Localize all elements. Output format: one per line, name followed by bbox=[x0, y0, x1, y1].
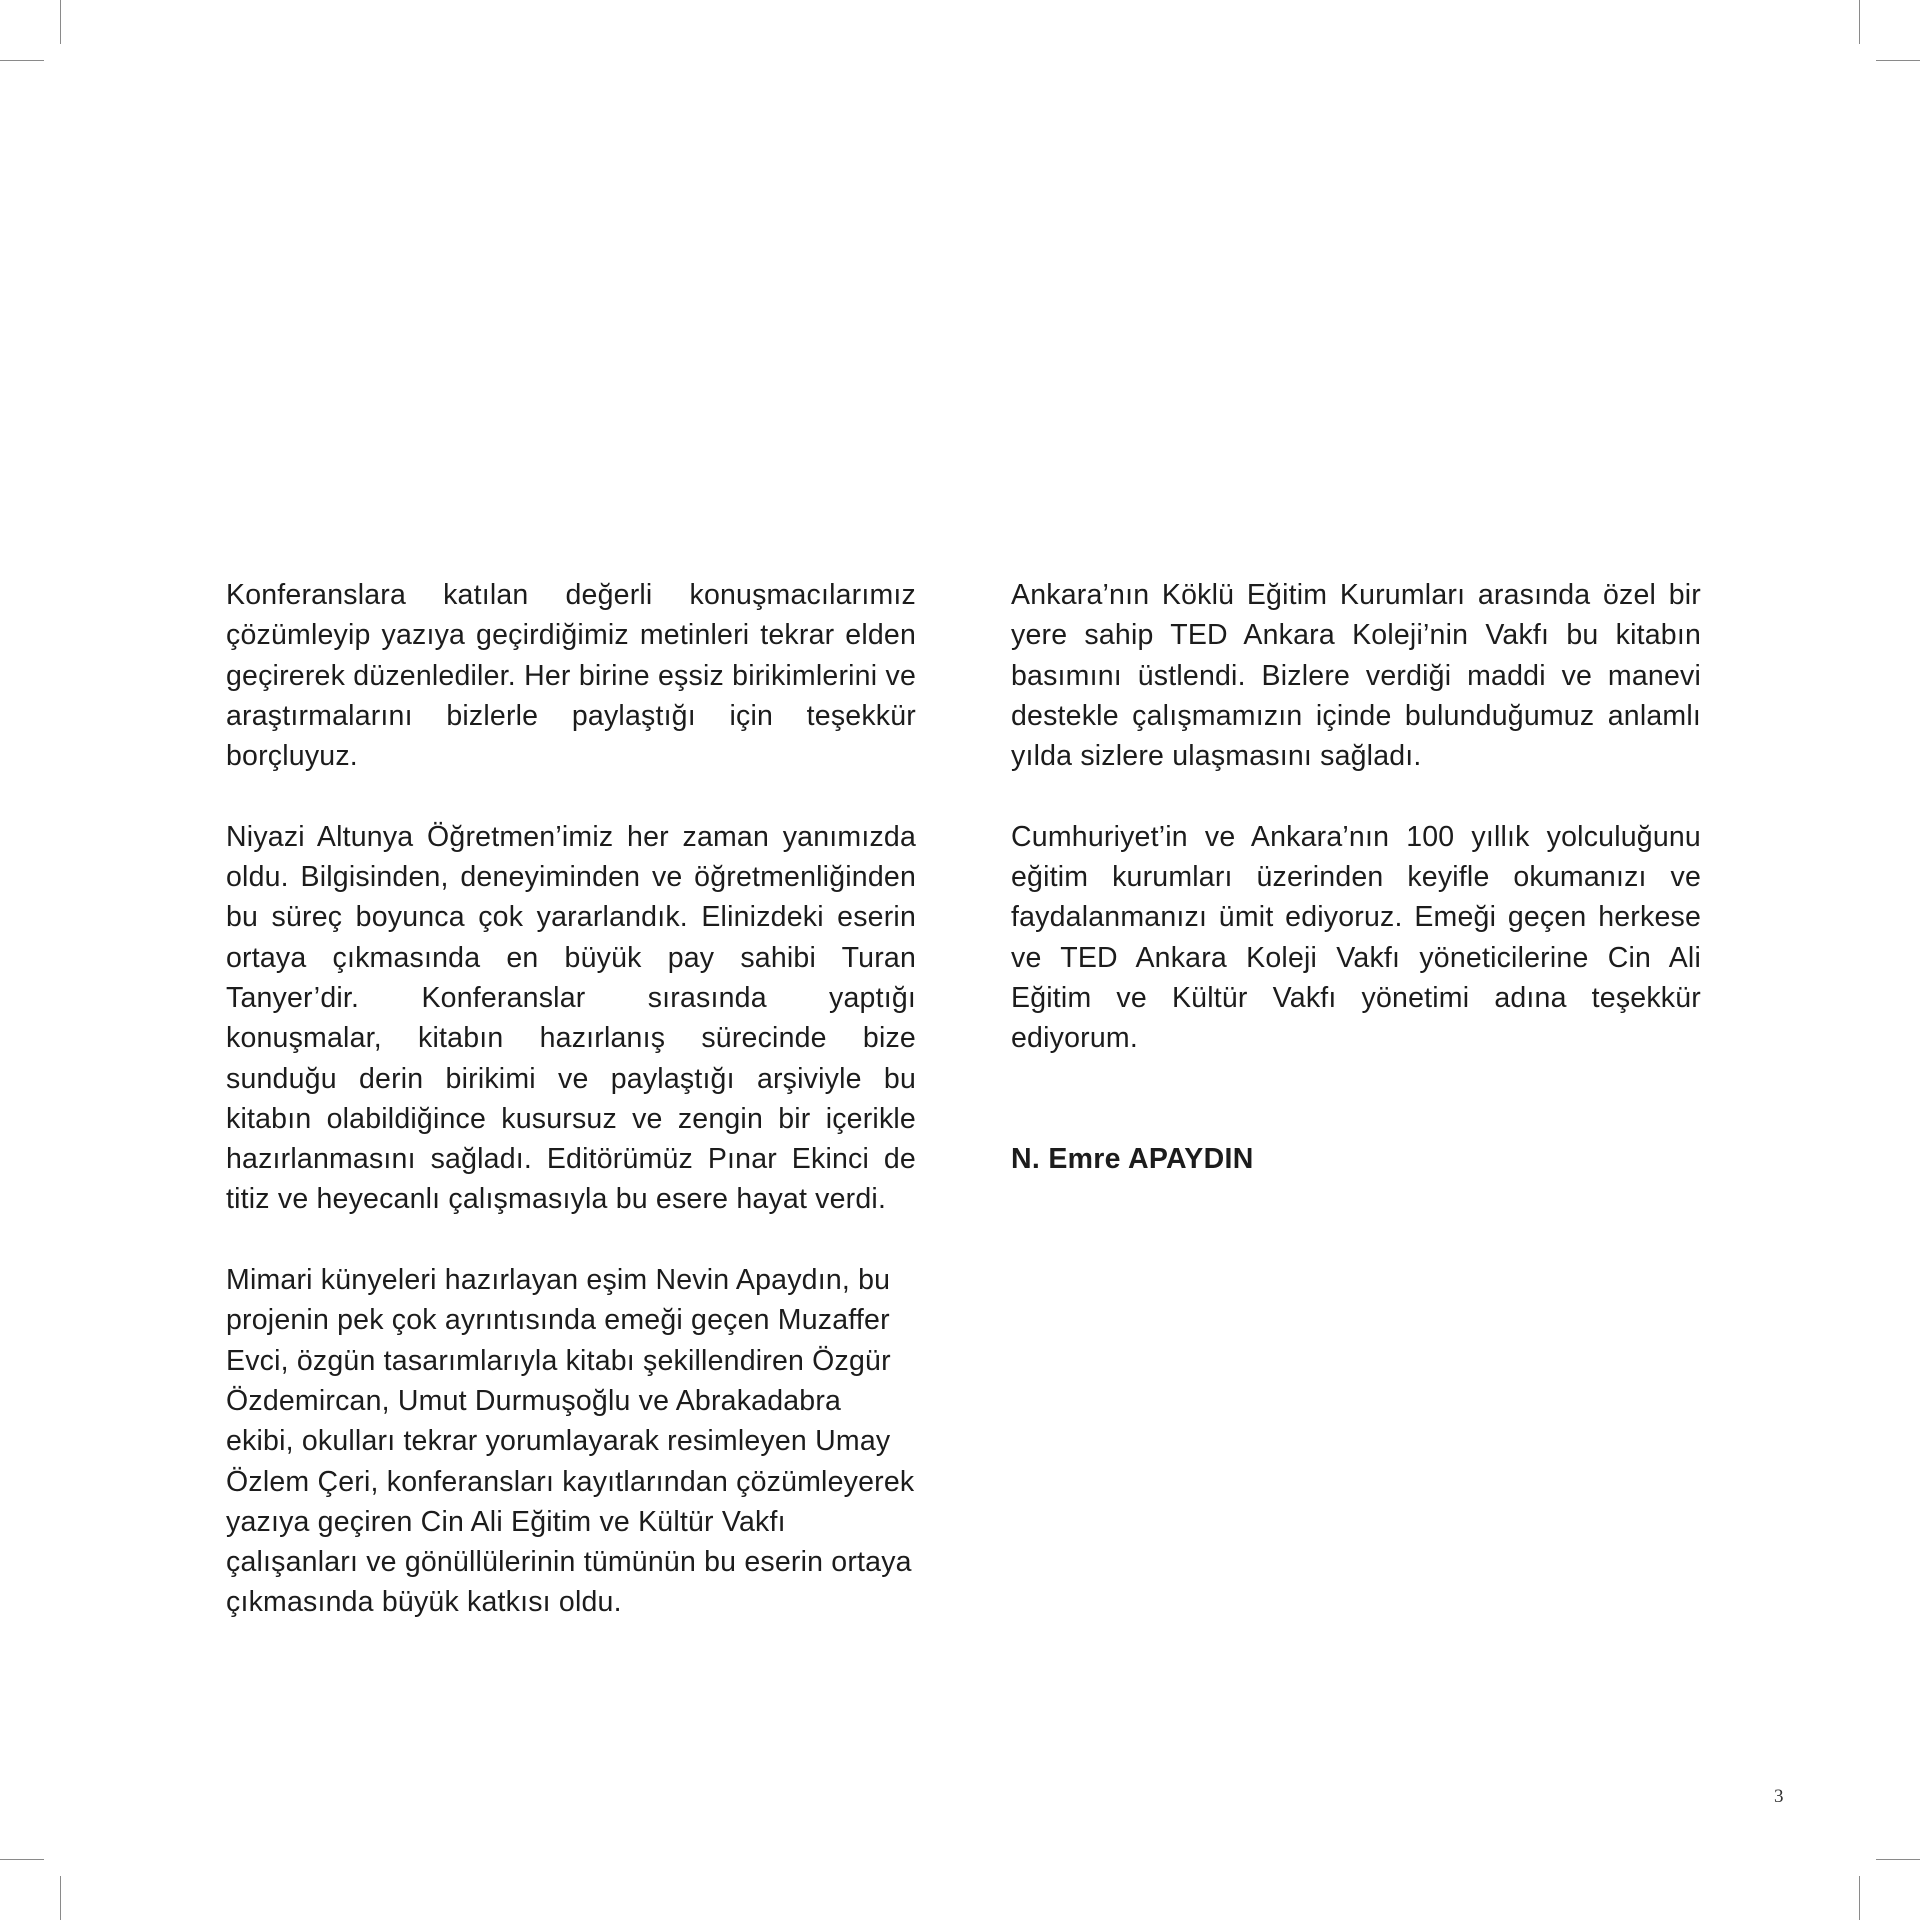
crop-mark-bottom-left-vertical bbox=[60, 1876, 61, 1920]
crop-mark-bottom-left-horizontal bbox=[0, 1859, 44, 1860]
crop-mark-top-right-horizontal bbox=[1876, 60, 1920, 61]
page-number: 3 bbox=[1774, 1786, 1784, 1807]
left-text-column bbox=[226, 575, 916, 1663]
paragraph-thanks-contributors: Mimari künyeleri hazırlayan eşim Nevin Apaydın, bu projenin pek çok ayrıntısında emeği geçen Muzaffer Evci, özgün tasarımlarıyla kitabı şekillendiren Özgür Özdemircan, Umut Durmuşoğlu ve Abrakadabra ekibi, okulları tekrar yorumlayarak resimleyen Umay Özlem Çeri, konferansları kayıtlarından çözümleyerek yazıya geçiren Cin Ali Eğitim ve Kültür Vakfı çalışanları ve gönüllülerinin tümünün bu eserin ortaya çıkmasında büyük katkısı oldu. bbox=[226, 1264, 915, 1619]
paragraph-closing-wishes: Cumhuriyet’in ve Ankara’nın 100 yıllık yolculuğunu eğitim kurumları üzerinden keyifle okumanızı ve faydalanmanızı ümit ediyoruz. Emeği geçen herkese ve TED Ankara Koleji Vakfı yöneticilerine Cin Ali Eğitim ve Kültür Vakfı yönetimi adına teşekkür ediyorum. bbox=[1011, 820, 1701, 1055]
crop-mark-top-left-horizontal bbox=[0, 60, 44, 61]
crop-mark-bottom-right-vertical bbox=[1859, 1876, 1860, 1920]
crop-mark-top-left-vertical bbox=[60, 0, 61, 44]
crop-mark-bottom-right-horizontal bbox=[1876, 1859, 1920, 1860]
right-text-column bbox=[1011, 575, 1701, 1179]
paragraph-thanks-foundation: Ankara’nın Köklü Eğitim Kurumları arasında özel bir yere sahip TED Ankara Koleji’nin Vakfı bu kitabın basımını üstlendi. Bizlere verdiği maddi ve manevi destekle çalışmamızın içinde bulunduğumuz anlamlı yılda sizlere ulaşmasını sağladı. bbox=[1011, 579, 1701, 773]
author-signature: N. Emre APAYDIN bbox=[1011, 1142, 1254, 1175]
paragraph-thanks-team: Niyazi Altunya Öğretmen’imiz her zaman yanımızda oldu. Bilgisinden, deneyiminden ve öğretmenliğinden bu süreç boyunca çok yararlandık. Elinizdeki eserin ortaya çıkmasında en büyük pay sahibi Turan Tanyer’dir. Konferanslar sırasında yaptığı konuşmalar, kitabın hazırlanış sürecinde bize sunduğu derin birikimi ve paylaştığı arşiviyle bu kitabın olabildiğince kusursuz ve zengin bir içerikle hazırlanmasını sağladı. Editörümüz Pınar Ekinci de titiz ve heyecanlı çalışmasıyla bu esere hayat verdi. bbox=[226, 820, 916, 1216]
paragraph-thanks-speakers: Konferanslara katılan değerli konuşmacılarımız çözümleyip yazıya geçirdiğimiz metinleri tekrar elden geçirerek düzenlediler. Her birine eşsiz birikimlerini ve araştırmalarını bizlerle paylaştığı için teşekkür borçluyuz. bbox=[226, 579, 916, 773]
crop-mark-top-right-vertical bbox=[1859, 0, 1860, 44]
